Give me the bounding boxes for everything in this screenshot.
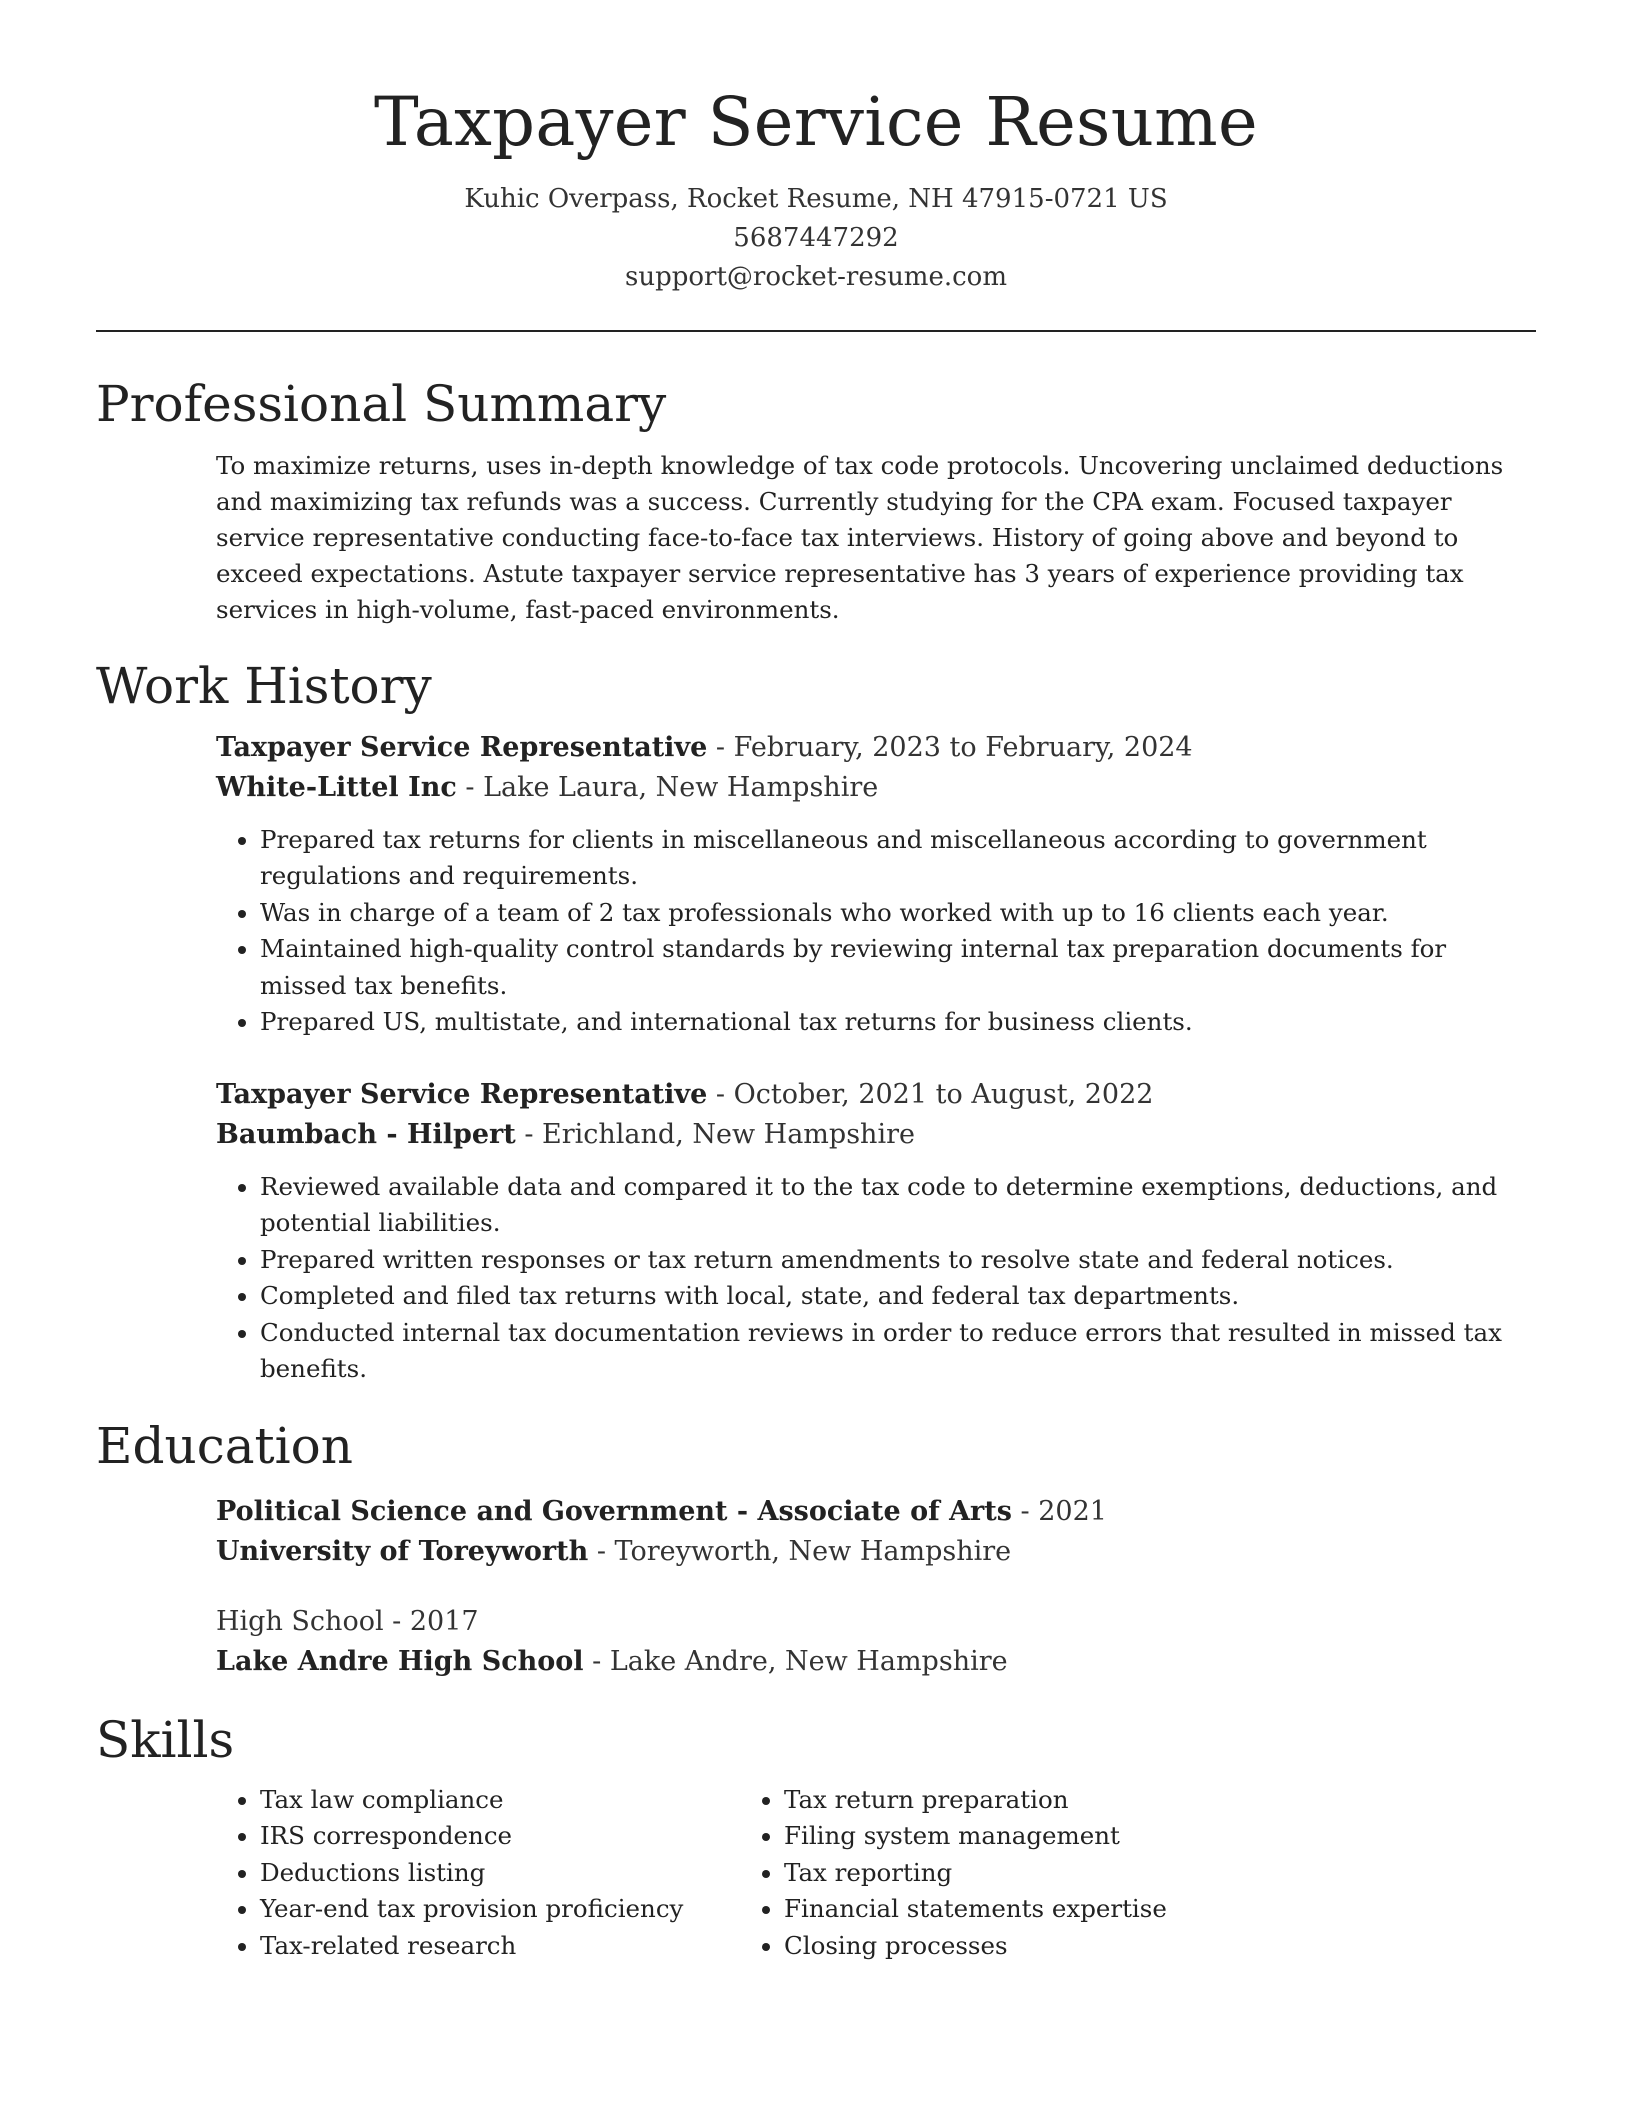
list-item: • Deductions listing (260, 1855, 740, 1892)
school-location: - Lake Andre, New Hampshire (583, 1645, 1008, 1677)
list-item: • Tax law compliance (260, 1782, 740, 1819)
skills-column-left (96, 1782, 740, 1965)
job-location: - Erichland, New Hampshire (515, 1118, 915, 1150)
degree-line (216, 1602, 1536, 1642)
degree-year: - 2017 (383, 1605, 479, 1637)
education-entry (96, 1492, 1536, 1572)
summary-section (96, 374, 1536, 628)
school: Lake Andre High School (216, 1645, 584, 1677)
summary-text: To maximize returns, uses in-depth knowledge of tax code protocols. Uncovering unclaimed deductions and maximizing tax refunds was a success. Currently studying for the CPA exam. Focused taxpayer service representative conducting face-to-face tax interviews. History of going above and beyond to exceed expectations. Astute taxpayer service representative has 3 years of experience providing tax services in high-volume, fast-paced environments. (216, 450, 1504, 624)
job-dates: - February, 2023 to February, 2024 (707, 731, 1193, 763)
contact-address: Kuhic Overpass, Rocket Resume, NH 47915-0721 US (464, 183, 1168, 214)
school-location: - Toreyworth, New Hampshire (588, 1535, 1012, 1567)
list-item: • Reviewed available data and compared it to the tax code to determine exemptions, deductions, and potential liabilities. (260, 1169, 1536, 1242)
degree-year: - 2021 (1011, 1495, 1107, 1527)
job-location: - Lake Laura, New Hampshire (456, 771, 879, 803)
job-bullets (96, 822, 1536, 1041)
work-history-section (96, 656, 1536, 1388)
skills-column-right (740, 1782, 1384, 1965)
job-title-line (216, 728, 1536, 768)
list-item: • Tax reporting (784, 1855, 1384, 1892)
header-divider (96, 330, 1536, 332)
school-line (216, 1532, 1536, 1572)
list-item: • Closing processes (784, 1928, 1384, 1965)
job-dates: - October, 2021 to August, 2022 (707, 1078, 1154, 1110)
list-item: • Year-end tax provision proficiency (260, 1891, 740, 1928)
job-company: White-Littel Inc (216, 771, 457, 803)
list-item: • Tax return preparation (784, 1782, 1384, 1819)
contact-email: support@rocket-resume.com (624, 261, 1007, 292)
list-item: • Completed and filed tax returns with local, state, and federal tax departments. (260, 1278, 1536, 1315)
list-item: • Maintained high-quality control standards by reviewing internal tax preparation documents for missed tax benefits. (260, 931, 1536, 1004)
list-item: • Filing system management (784, 1818, 1384, 1855)
skills-section (96, 1710, 1536, 1965)
job-title: Taxpayer Service Representative (216, 731, 708, 763)
job-company: Baumbach - Hilpert (216, 1118, 516, 1150)
resume-header (96, 0, 1536, 297)
resume-title: Taxpayer Service Resume (374, 83, 1258, 161)
education-entry (96, 1602, 1536, 1682)
work-history-heading: Work History (96, 656, 432, 715)
education-heading: Education (96, 1416, 353, 1475)
list-item: • Prepared written responses or tax return amendments to resolve state and federal notices. (260, 1242, 1536, 1279)
list-item: • Tax-related research (260, 1928, 740, 1965)
job-title: Taxpayer Service Representative (216, 1078, 708, 1110)
degree-line (216, 1492, 1536, 1532)
list-item: • Financial statements expertise (784, 1891, 1384, 1928)
list-item: • Prepared US, multistate, and international tax returns for business clients. (260, 1004, 1536, 1041)
list-item: • Was in charge of a team of 2 tax professionals who worked with up to 16 clients each year. (260, 895, 1536, 932)
contact-phone: 5687447292 (733, 222, 899, 253)
skills-grid (96, 1782, 1536, 1965)
degree: Political Science and Government - Associate of Arts (216, 1495, 1012, 1527)
degree: High School (216, 1605, 384, 1637)
job-entry (96, 1075, 1536, 1388)
skills-heading: Skills (96, 1710, 235, 1769)
contact-block (96, 180, 1536, 297)
school: University of Toreyworth (216, 1535, 589, 1567)
job-bullets (96, 1169, 1536, 1388)
list-item: • Prepared tax returns for clients in miscellaneous and miscellaneous according to government regulations and requirements. (260, 822, 1536, 895)
job-entry (96, 728, 1536, 1041)
job-company-line (216, 768, 1536, 808)
job-company-line (216, 1115, 1536, 1155)
education-section (96, 1416, 1536, 1682)
school-line (216, 1642, 1536, 1682)
list-item: • IRS correspondence (260, 1818, 740, 1855)
list-item: • Conducted internal tax documentation reviews in order to reduce errors that resulted in missed tax benefits. (260, 1315, 1536, 1388)
summary-heading: Professional Summary (96, 374, 667, 433)
job-title-line (216, 1075, 1536, 1115)
